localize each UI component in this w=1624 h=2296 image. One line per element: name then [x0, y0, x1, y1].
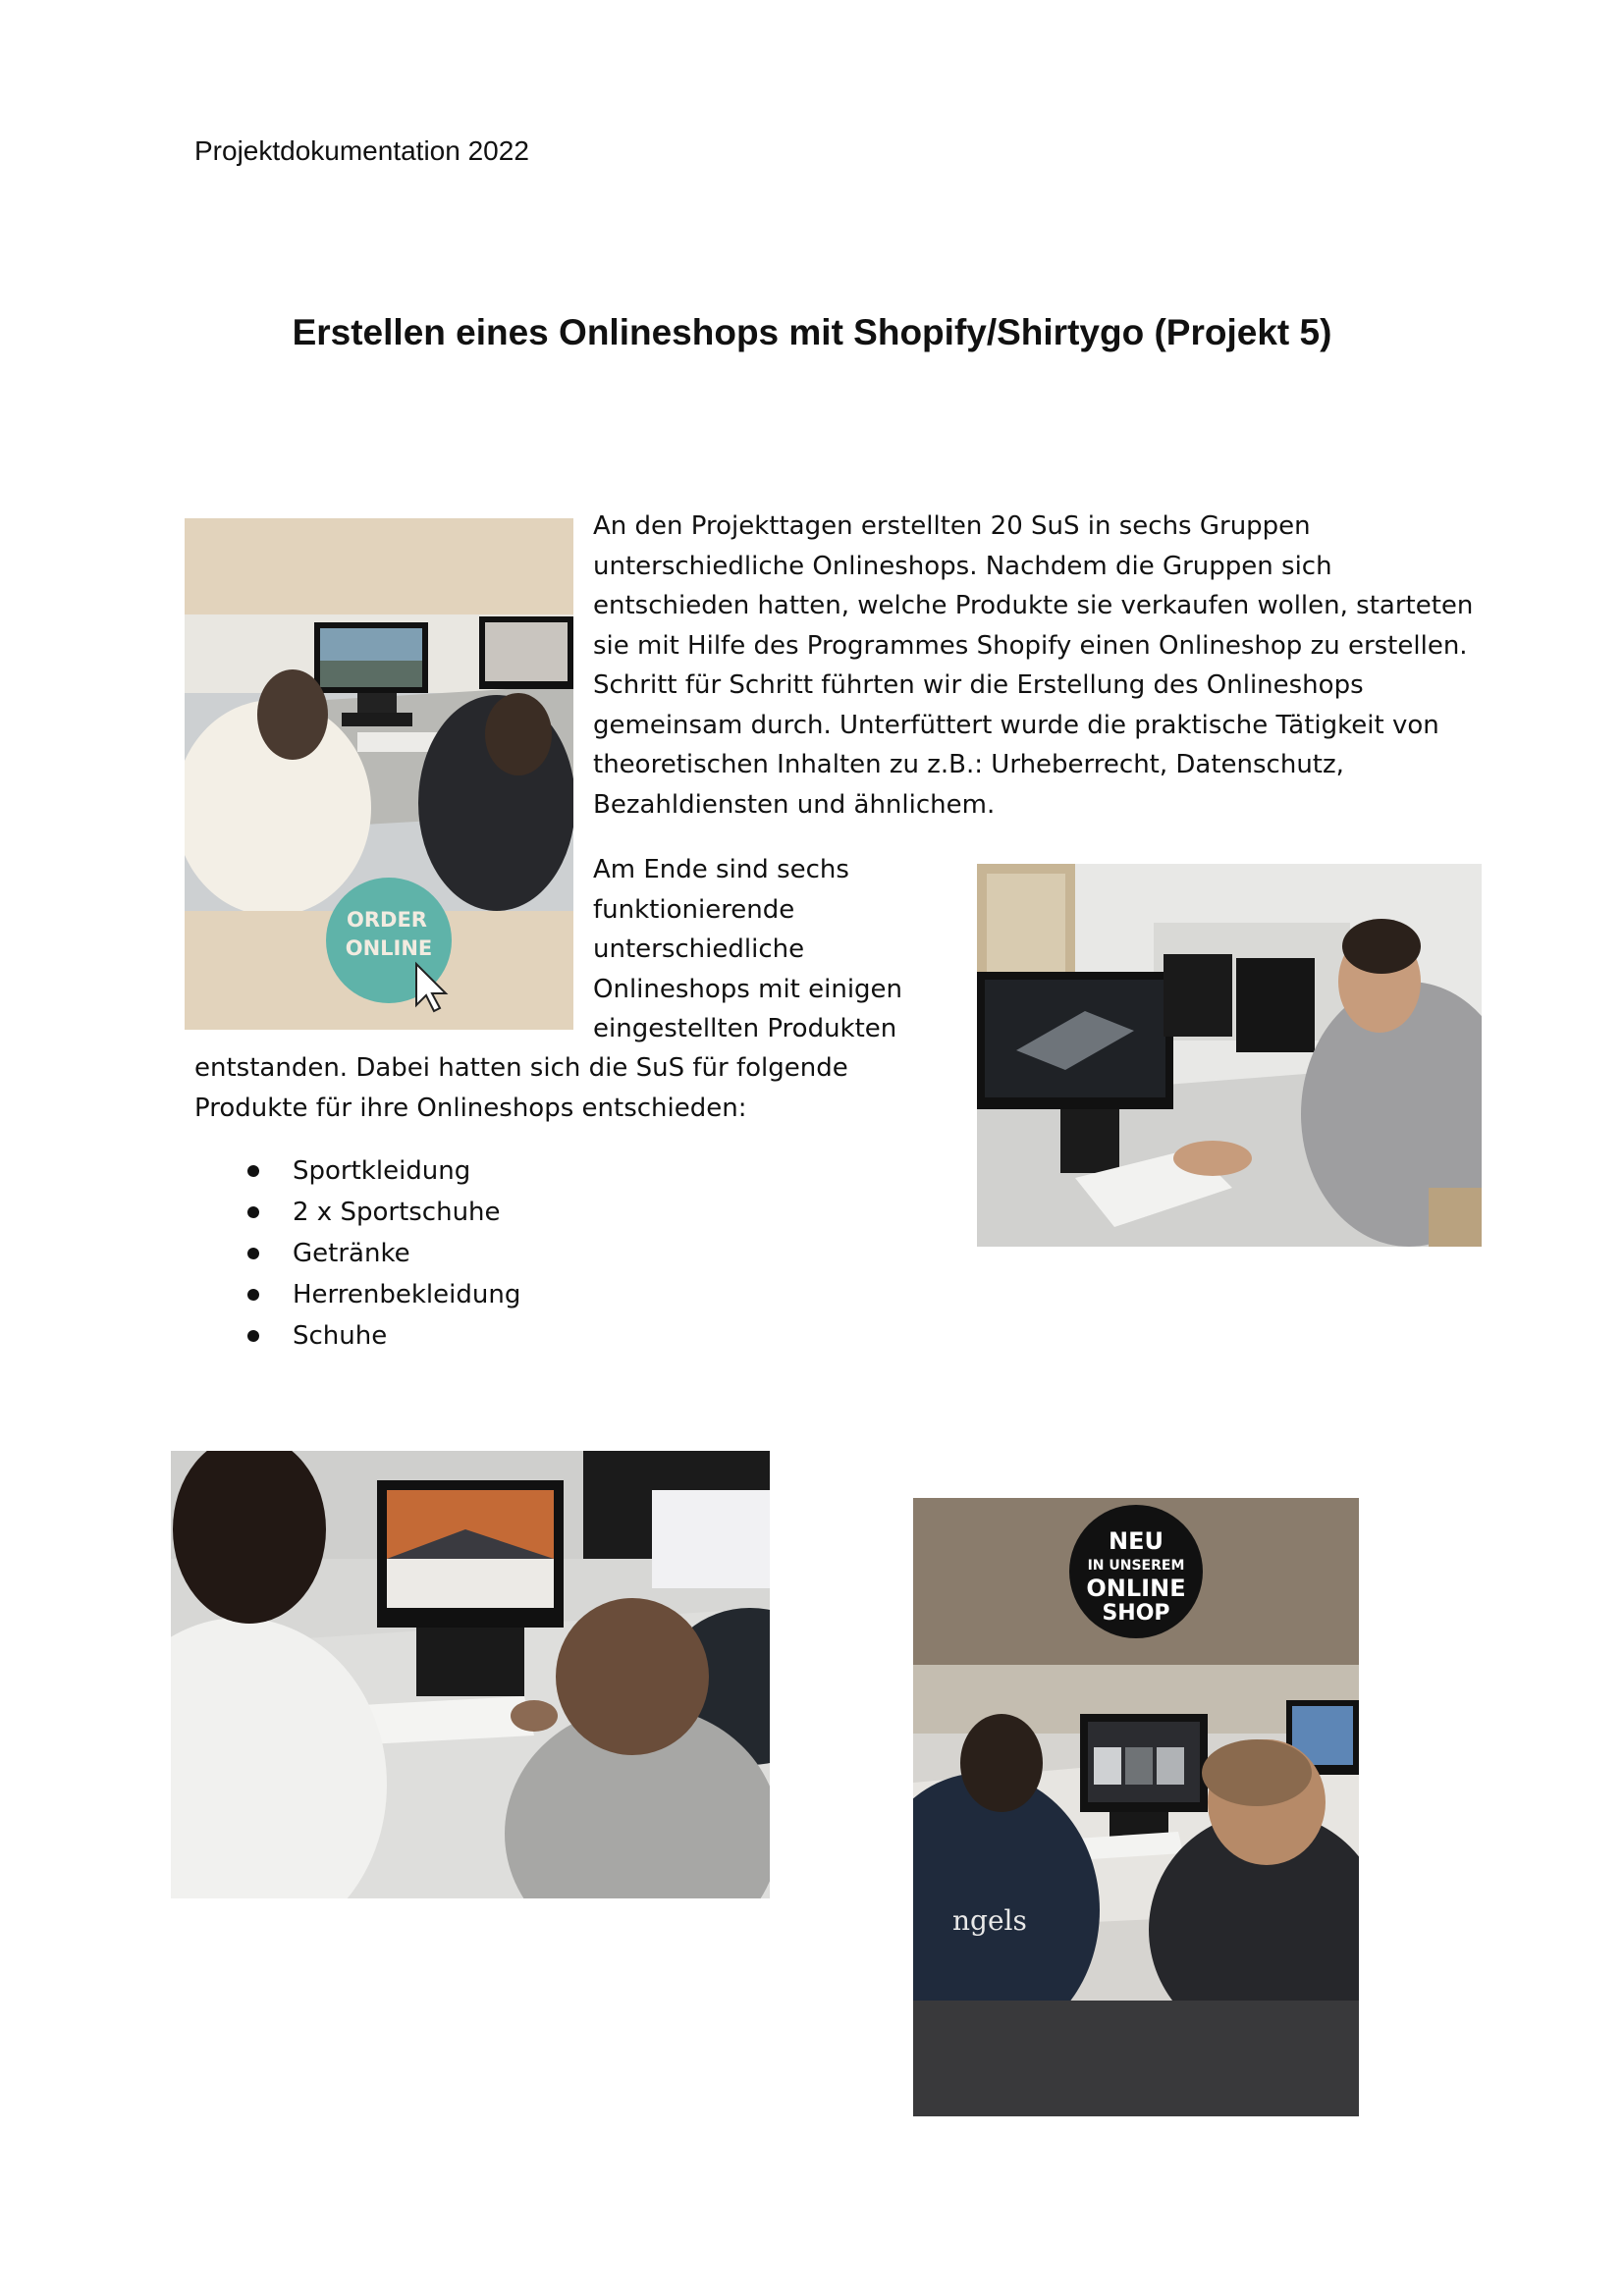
photo-two-students [171, 1451, 770, 1898]
page-header: Projektdokumentation 2022 [194, 135, 529, 166]
photo-order-online [185, 518, 573, 1030]
list-item: Getränke [244, 1233, 520, 1274]
photo-student-at-computer [977, 864, 1482, 1247]
intro-paragraph: An den Projekttagen erstellten 20 SuS in sechs Gruppen unterschiedliche Onlineshops. Nachdem die Gruppen sich entschieden hatten, welche Produkte sie verkaufen wollen, starteten sie mit Hilfe des Programmes Shopify einen Onlineshop zu erstellen. Schritt für Schritt führten wir die Erstellung des Onlineshops gemeinsam durch. Unterfüttert wurde die praktische Tätigkeit von theoretischen Inhalten zu z.B.: Urheberrecht, Datenschutz, Bezahldiensten und ähnlichem. [593, 511, 1474, 820]
shirt-text: ngels [952, 1904, 1027, 1937]
list-item: Schuhe [244, 1315, 520, 1357]
list-item: Herrenbekleidung [244, 1274, 520, 1315]
new-shop-badge-line3: ONLINE [1086, 1575, 1186, 1602]
new-shop-badge-line1: NEU [1109, 1527, 1164, 1555]
photo-new-online-shop [913, 1498, 1359, 2116]
order-online-badge-line1: ORDER [347, 908, 427, 932]
order-online-badge-line2: ONLINE [345, 936, 433, 960]
list-item: 2 x Sportschuhe [244, 1192, 520, 1233]
new-shop-badge-line4: SHOP [1102, 1601, 1170, 1626]
result-paragraph-part2: entstanden. Dabei hatten sich die SuS für folgende Produkte für ihre Onlineshops entschieden: [194, 1053, 848, 1123]
product-list [244, 1150, 520, 1357]
list-item: Sportkleidung [244, 1150, 520, 1192]
document-title: Erstellen eines Onlineshops mit Shopify/Shirtygo (Projekt 5) [292, 312, 1332, 352]
result-paragraph-part1: Am Ende sind sechs funktionierende unterschiedliche Onlineshops mit einigen eingestellten Produkten [593, 855, 903, 1043]
new-shop-badge-line2: IN UNSEREM [1087, 1558, 1185, 1574]
